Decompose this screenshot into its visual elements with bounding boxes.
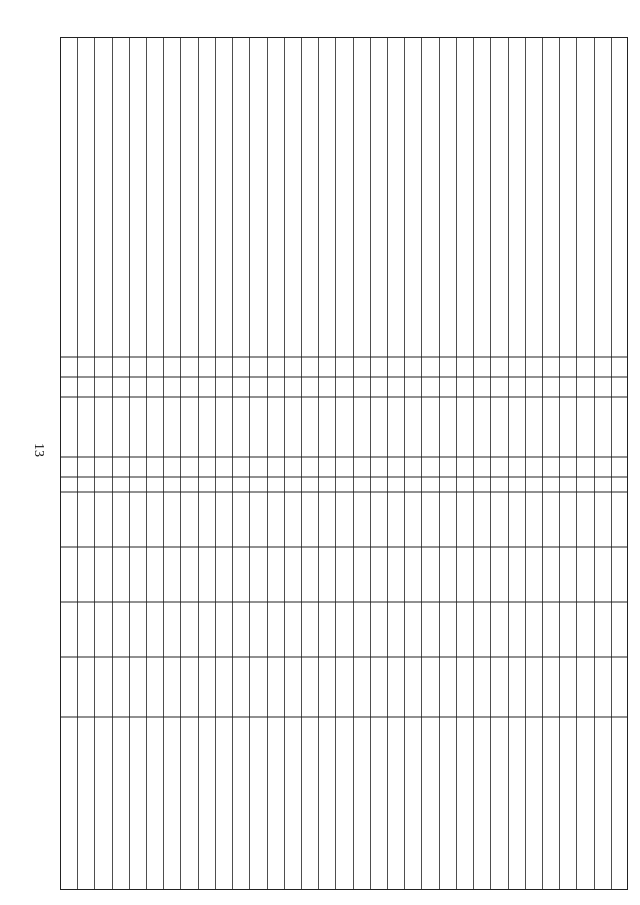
page-number: 13: [31, 443, 46, 457]
budget-table-grid: [60, 37, 628, 890]
budget-table: [60, 37, 628, 890]
